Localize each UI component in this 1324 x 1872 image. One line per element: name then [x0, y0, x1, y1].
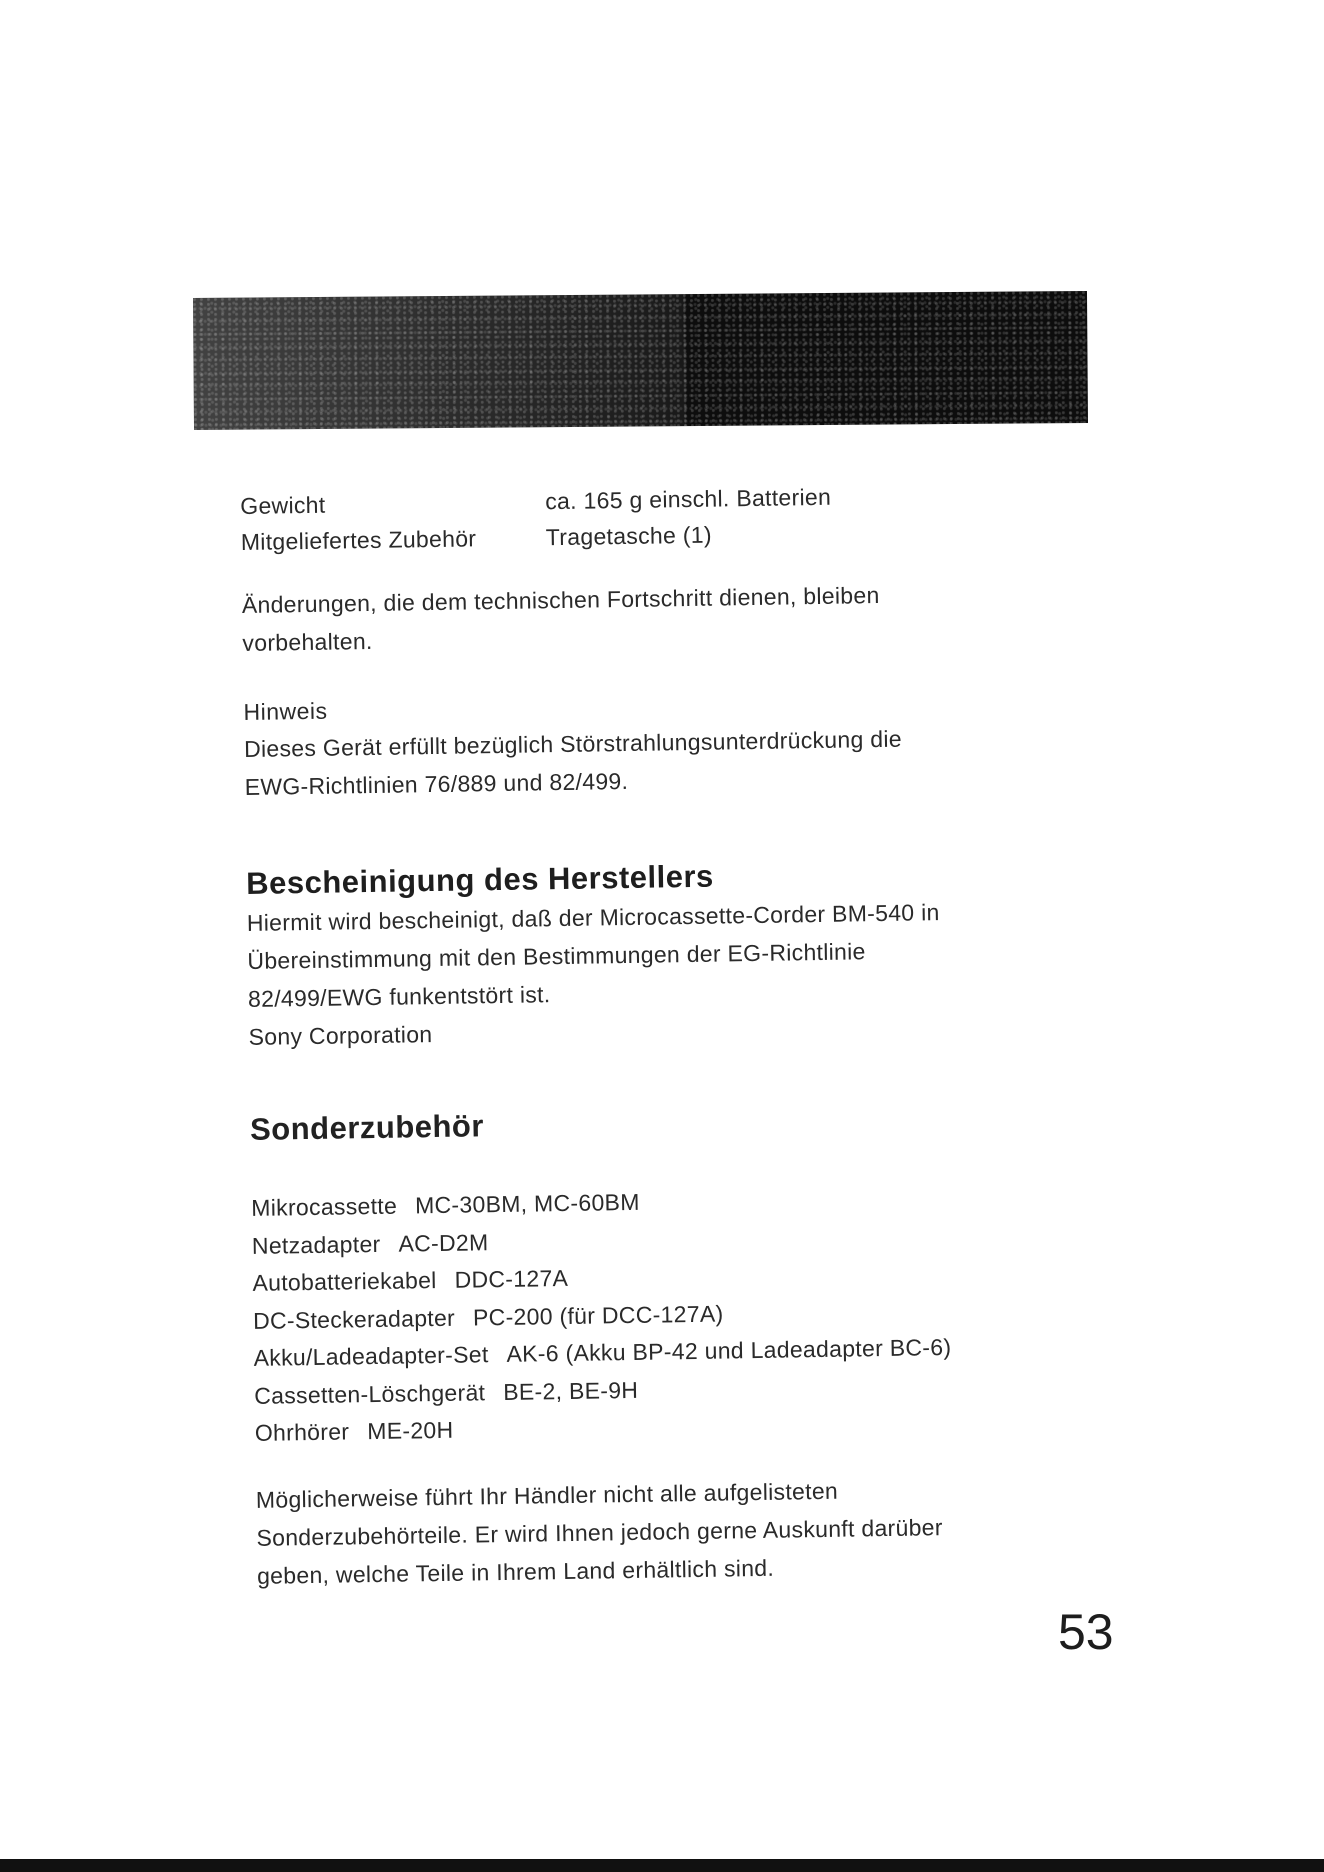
accessory-model: AC-D2M — [398, 1228, 489, 1257]
accessory-model: DDC-127A — [454, 1264, 569, 1293]
company-name: Sony Corporation — [248, 1021, 433, 1050]
changes-note — [242, 572, 1103, 661]
paragraph-line: Übereinstimmung mit den Bestimmungen der EG-Richtlinie — [247, 938, 866, 974]
certificate-text — [247, 890, 1109, 1055]
accessory-name: Ohrhörer — [254, 1418, 350, 1446]
paragraph-line: Dieses Gerät erfüllt bezüglich Störstrahlungsunterdrückung die — [243, 725, 903, 762]
paragraph-line: 82/499/EWG funkentstört ist. — [247, 981, 551, 1012]
accessory-name: Akku/Ladeadapter-Set — [253, 1341, 489, 1371]
scan-bottom-edge — [0, 1859, 1324, 1872]
hinweis-title: Hinweis — [243, 697, 328, 725]
accessory-name: Cassetten-Löschgerät — [254, 1378, 486, 1409]
paragraph-line: Sonderzubehörteile. Er wird Ihnen jedoch gerne Auskunft darüber — [256, 1513, 943, 1551]
paragraph-line: geben, welche Teile in Ihrem Land erhältlich sind. — [256, 1554, 775, 1589]
paragraph-line: Änderungen, die dem technischen Fortschritt dienen, bleiben — [241, 581, 880, 618]
accessory-model: AK-6 (Akku BP-42 und Ladeadapter BC-6) — [506, 1333, 952, 1367]
paragraph-line: EWG-Richtlinien 76/889 und 82/499. — [244, 767, 629, 800]
hinweis-text — [244, 716, 1105, 805]
spec-label: Mitgeliefertes Zubehör — [240, 525, 477, 555]
accessory-name: Mikrocassette — [251, 1192, 398, 1221]
accessory-model: BE-2, BE-9H — [503, 1376, 639, 1405]
spec-value: Tragetasche (1) — [545, 521, 712, 551]
paragraph-line: Möglicherweise führt Ihr Händler nicht alle aufgelisteten — [255, 1477, 839, 1513]
header-black-bar — [193, 291, 1088, 430]
spec-value: ca. 165 g einschl. Batterien — [545, 483, 832, 515]
accessory-name: DC-Steckeradapter — [252, 1304, 456, 1334]
accessories-list — [251, 1176, 1115, 1452]
spec-label: Gewicht — [240, 491, 326, 519]
accessory-model: ME-20H — [367, 1416, 454, 1445]
accessories-heading: Sonderzubehör — [249, 1108, 485, 1147]
page-content — [240, 474, 1117, 1594]
paragraph-line: Hiermit wird bescheinigt, daß der Microcassette-Corder BM-540 in — [246, 899, 940, 936]
accessory-model: PC-200 (für DCC-127A) — [472, 1300, 724, 1330]
specs-table — [240, 474, 1101, 559]
paragraph-line: vorbehalten. — [242, 627, 373, 656]
page-number: 53 — [1058, 1604, 1114, 1660]
accessory-name: Autobatteriekabel — [252, 1267, 437, 1296]
accessory-model: MC-30BM, MC-60BM — [414, 1188, 640, 1219]
certificate-heading: Bescheinigung des Herstellers — [245, 858, 715, 901]
accessories-note — [256, 1467, 1118, 1594]
accessory-name: Netzadapter — [251, 1230, 381, 1259]
